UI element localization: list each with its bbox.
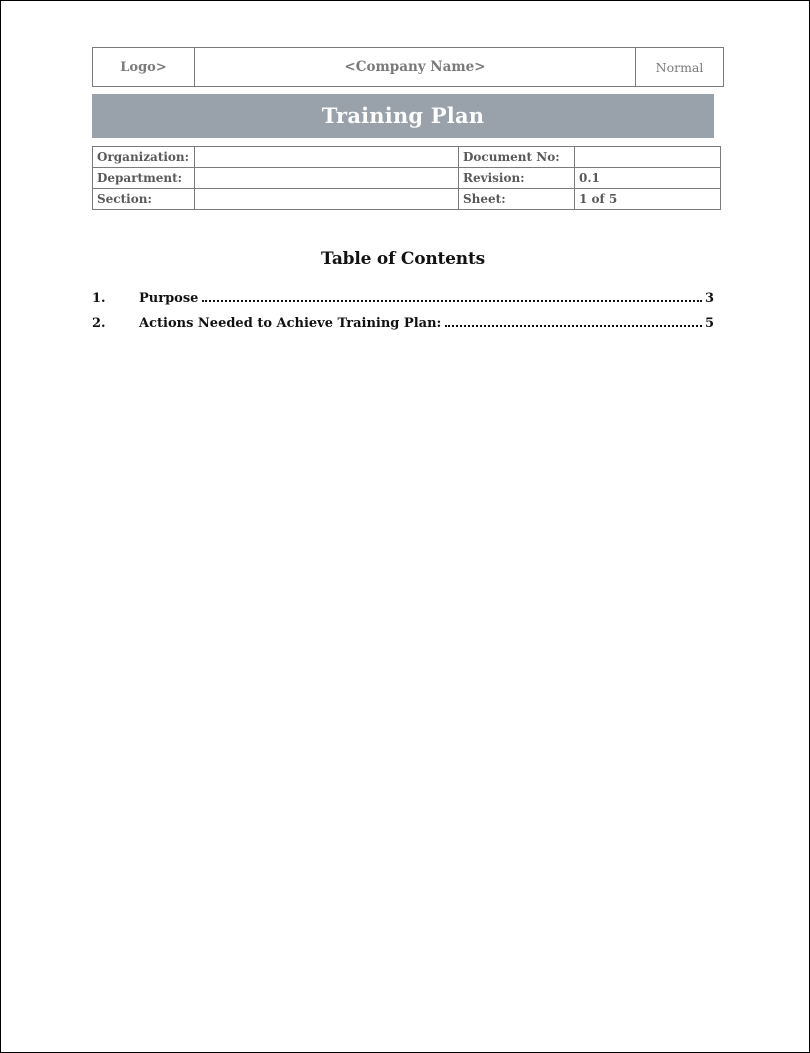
document-meta-table	[92, 146, 721, 210]
document-no-value-cell[interactable]	[575, 147, 721, 168]
document-no-label: Document No:	[459, 147, 575, 168]
header-row	[93, 48, 724, 87]
toc-dot-leader	[202, 300, 702, 302]
logo-placeholder: Logo>	[93, 48, 195, 87]
company-name: <Company Name>	[195, 48, 636, 87]
toc-entry-page-number: 3	[704, 291, 714, 306]
organization-value-cell[interactable]	[195, 147, 459, 168]
toc-entry-number: 1.	[92, 291, 106, 306]
section-value-cell[interactable]	[195, 189, 459, 210]
sheet-label: Sheet:	[459, 189, 575, 210]
meta-row-section	[93, 189, 721, 210]
document-header-table	[92, 47, 724, 87]
document-content	[92, 47, 714, 332]
toc-entry-number: 2.	[92, 316, 106, 331]
meta-row-organization	[93, 147, 721, 168]
meta-row-department	[93, 168, 721, 189]
toc-entry-actions-needed[interactable]	[92, 315, 714, 332]
toc-entry-page-number: 5	[704, 316, 714, 331]
section-label: Section:	[93, 189, 195, 210]
department-value-cell[interactable]	[195, 168, 459, 189]
document-title-banner: Training Plan	[92, 94, 714, 138]
toc-entry-title: Actions Needed to Achieve Training Plan:	[139, 316, 442, 331]
organization-label: Organization:	[93, 147, 195, 168]
toc-dot-leader	[445, 325, 702, 327]
toc-entry-title: Purpose	[139, 291, 199, 306]
revision-value-cell: 0.1	[575, 168, 721, 189]
toc-heading: Table of Contents	[321, 249, 485, 269]
toc-list	[92, 290, 714, 332]
department-label: Department:	[93, 168, 195, 189]
document-status: Normal	[636, 48, 724, 87]
toc-entry-purpose[interactable]	[92, 290, 714, 307]
revision-label: Revision:	[459, 168, 575, 189]
sheet-value-cell: 1 of 5	[575, 189, 721, 210]
